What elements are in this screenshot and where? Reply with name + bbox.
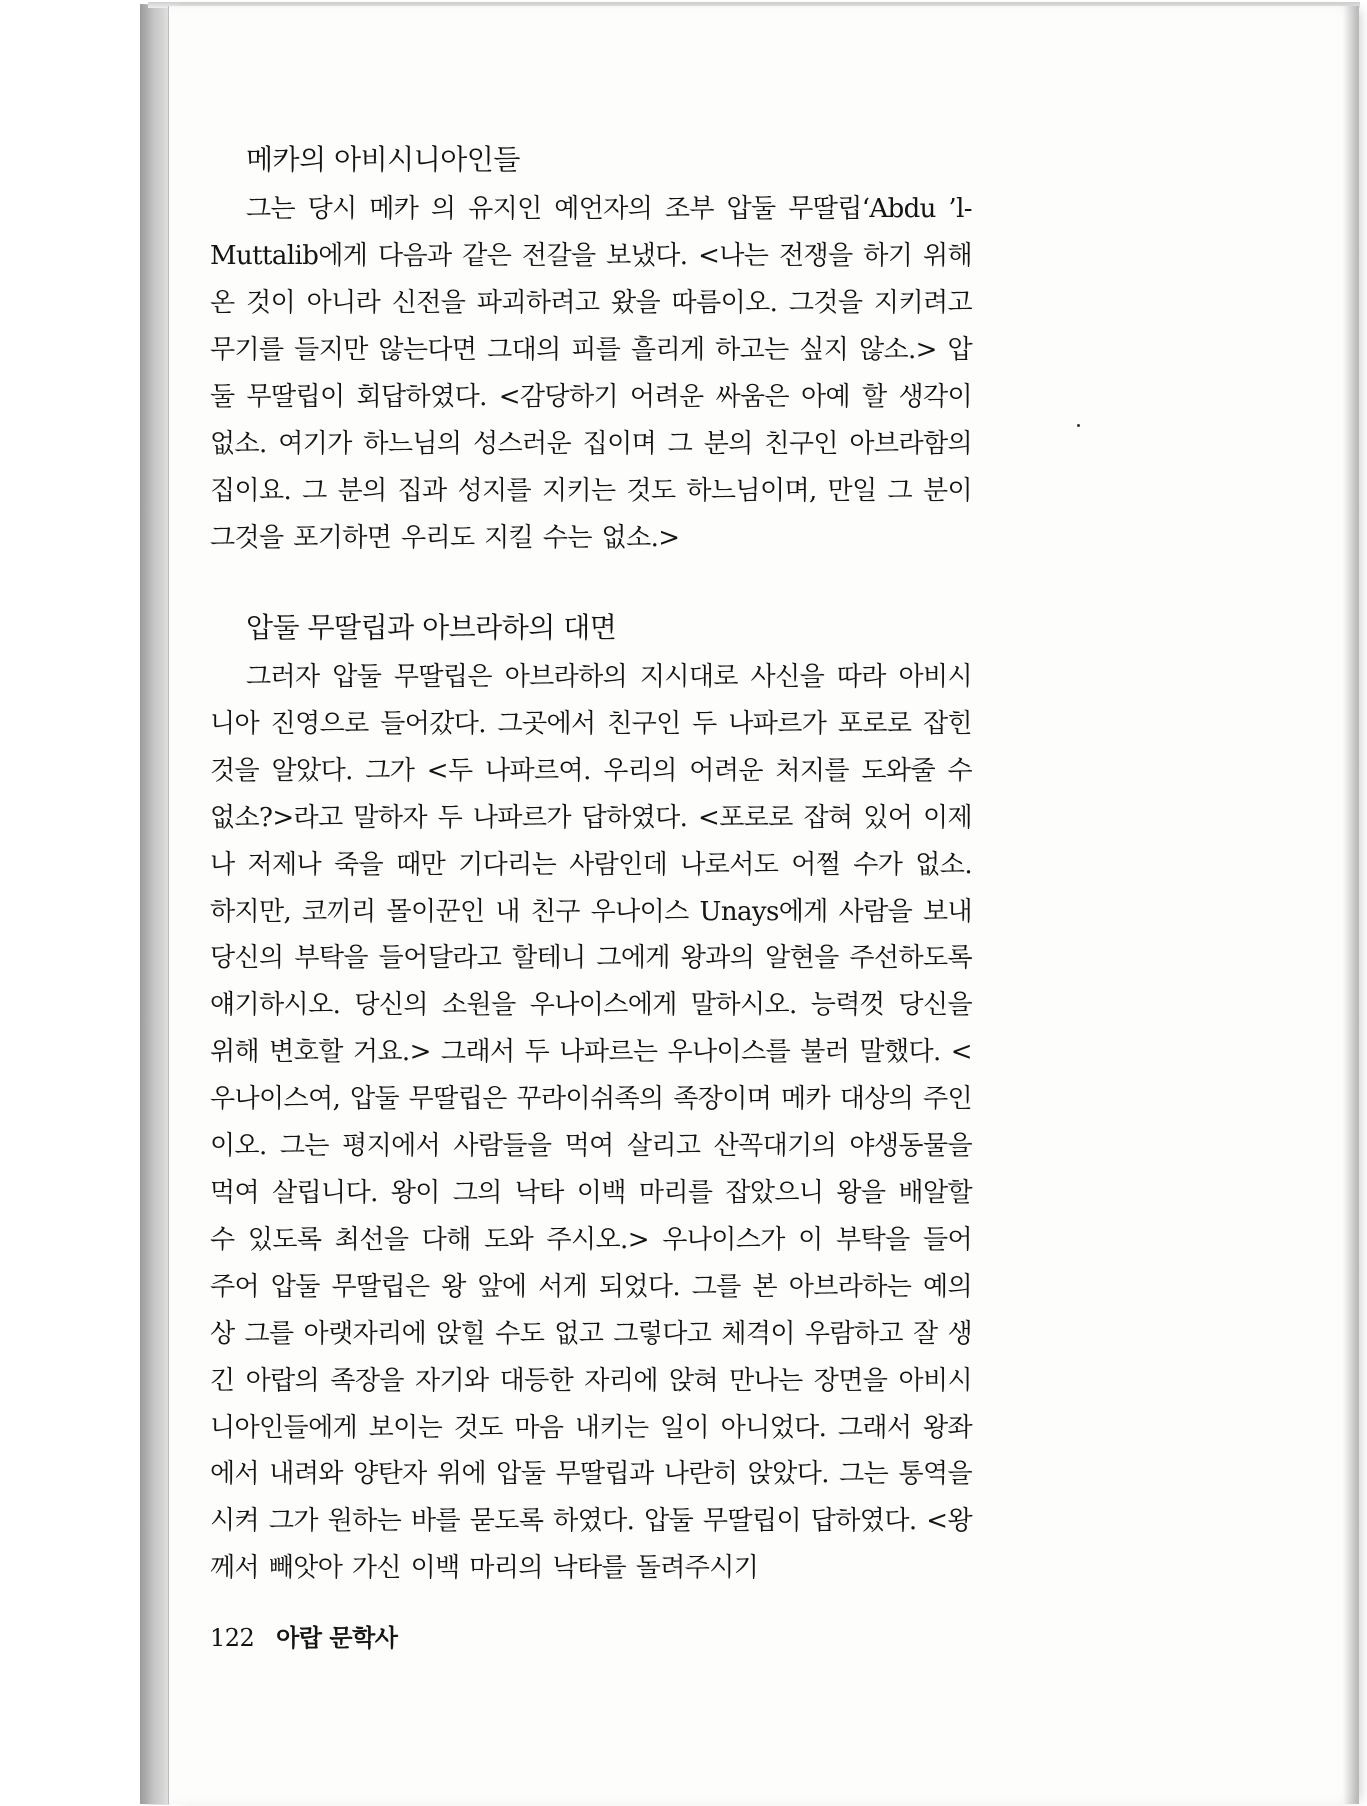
- print-speck: [1077, 424, 1080, 427]
- section-heading: 압둘 무딸립과 아브라하의 대면: [246, 611, 617, 644]
- page-content: [210, 140, 972, 1592]
- page-edge-shadow: [1343, 6, 1359, 1804]
- section-meeting-abraha: [210, 608, 972, 1592]
- section-mecca-abyssinians: [210, 140, 972, 562]
- section-heading: 메카의 아비시니아인들: [246, 143, 520, 176]
- book-spine: [140, 4, 170, 1805]
- running-title: 아랍 문학사: [276, 1623, 398, 1652]
- section-paragraph: 그러자 압둘 무딸립은 아브라하의 지시대로 사신을 따라 아비시니아 진영으로 들어갔다. 그곳에서 친구인 두 나파르가 포로로 잡힌 것을 알았다. 그가 <두 나파르여. 우리의 어려운 처지를 도와줄 수 없소?>라고 말하자 두 나파르가 답하였다. <포로로 잡혀 있어 이제나 저제나 죽을 때만 기다리는 사람인데 나로서도 어쩔 수가 없소. 하지만, 코끼리 몰이꾼인 내 친구 우나이스 Unays에게 사람을 보내 당신의 부탁을 들어달라고 할테니 그에게 왕과의 알현을 주선하도록 얘기하시오. 당신의 소원을 우나이스에게 말하시오. 능력껏 당신을 위해 변호할 거요.> 그래서 두 나파르는 우나이스를 불러 말했다. <우나이스여, 압둘 무딸립은 꾸라이쉬족의 족장이며 메카 대상의 주인이오. 그는 평지에서 사람들을 먹여 살리고 산꼭대기의 야생동물을 먹여 살립니다. 왕이 그의 낙타 이백 마리를 잡았으니 왕을 배알할 수 있도록 최선을 다해 도와 주시오.> 우나이스가 이 부탁을 들어 주어 압둘 무딸립은 왕 앞에 서게 되었다. 그를 본 아브라하는 예의상 그를 아랫자리에 앉힐 수도 없고 그렇다고 체격이 우람하고 잘 생긴 아랍의 족장을 자기와 대등한 자리에 앉혀 만나는 장면을 아비시니아인들에게 보이는 것도 마음 내키는 일이 아니었다. 그래서 왕좌에서 내려와 양탄자 위에 압둘 무딸립과 나란히 앉았다. 그는 통역을 시켜 그가 원하는 바를 묻도록 하였다. 압둘 무딸립이 답하였다. <왕께서 빼앗아 가신 이백 마리의 낙타를 돌려주시기: [210, 662, 972, 1584]
- page-footer: [210, 1618, 397, 1653]
- section-paragraph: 그는 당시 메카 의 유지인 예언자의 조부 압둘 무딸립‘Abdu ’l-Muttalib에게 다음과 같은 전갈을 보냈다. <나는 전쟁을 하기 위해 온 것이 아니라 신전을 파괴하려고 왔을 따름이오. 그것을 지키려고 무기를 들지만 않는다면 그대의 피를 흘리게 하고는 싶지 않소.> 압둘 무딸립이 회답하였다. <감당하기 어려운 싸움은 아예 할 생각이 없소. 여기가 하느님의 성스러운 집이며 그 분의 친구인 아브라함의 집이요. 그 분의 집과 성지를 지키는 것도 하느님이며, 만일 그 분이 그것을 포기하면 우리도 지킬 수는 없소.>: [210, 194, 972, 553]
- page-number: 122: [210, 1624, 255, 1652]
